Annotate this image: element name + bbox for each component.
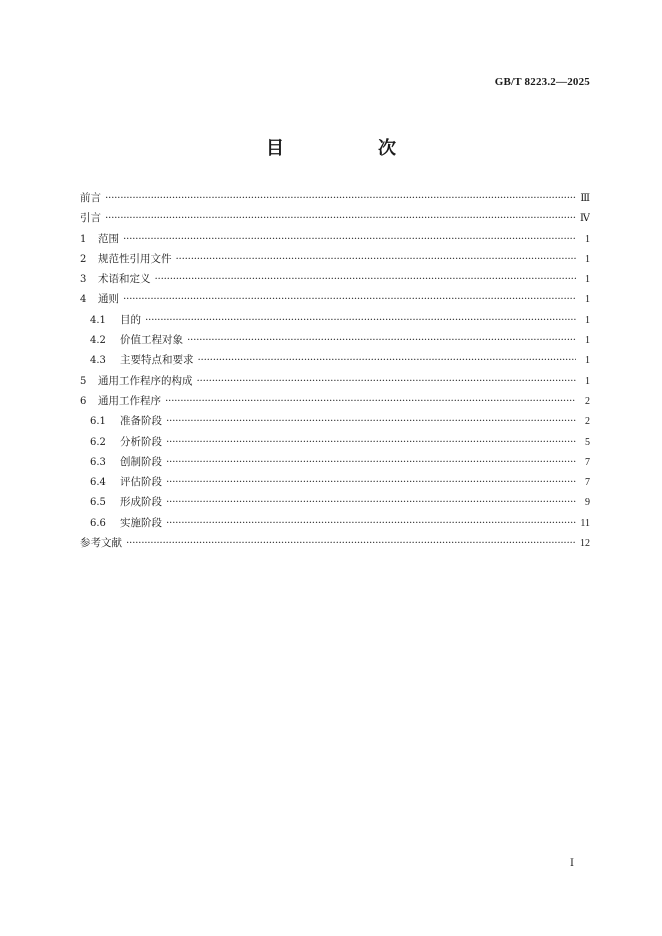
toc-entry[interactable]	[80, 472, 590, 492]
toc-entry-page: 1	[585, 294, 590, 306]
toc-entry[interactable]	[80, 208, 590, 228]
table-of-contents	[80, 188, 590, 553]
toc-leader-dots	[126, 533, 576, 553]
toc-entry-page: 11	[580, 517, 590, 529]
toc-entry[interactable]	[80, 371, 590, 391]
toc-entry[interactable]	[80, 249, 590, 269]
toc-entry-label: 形成阶段	[120, 496, 162, 509]
toc-entry-number: 5	[80, 375, 87, 387]
toc-entry-number: 4	[80, 294, 87, 306]
toc-entry-label: 规范性引用文件	[98, 252, 172, 265]
toc-entry-number: 6.1	[90, 416, 106, 428]
toc-entry-label: 分析阶段	[120, 435, 162, 448]
toc-leader-dots	[176, 249, 577, 269]
toc-entry-number: 6.2	[90, 436, 106, 448]
toc-entry-number: 2	[80, 253, 87, 265]
toc-entry-label: 通用工作程序	[98, 394, 161, 407]
toc-leader-dots	[166, 513, 576, 533]
toc-entry-number: 6.6	[90, 517, 106, 529]
toc-entry-page: 1	[585, 375, 590, 387]
toc-entry[interactable]	[80, 229, 590, 249]
toc-entry-page: 1	[585, 253, 590, 265]
toc-entry[interactable]	[80, 269, 590, 289]
toc-entry-number: 4.3	[90, 355, 106, 367]
toc-entry-label: 创制阶段	[120, 455, 162, 468]
toc-entry-label: 准备阶段	[120, 415, 162, 428]
toc-entry[interactable]	[80, 391, 590, 411]
toc-entry[interactable]	[80, 452, 590, 472]
toc-entry-number: 1	[80, 233, 87, 245]
toc-entry-page: 1	[585, 233, 590, 245]
toc-leader-dots	[166, 411, 576, 431]
toc-entry[interactable]	[80, 492, 590, 512]
toc-entry-page: Ⅳ	[580, 213, 590, 225]
toc-entry-page: 7	[585, 456, 590, 468]
toc-leader-dots	[105, 188, 576, 208]
toc-entry-label: 目的	[120, 313, 141, 326]
standard-code: GB/T 8223.2—2025	[494, 76, 590, 88]
toc-entry-number: 6	[80, 395, 87, 407]
toc-entry-page: 1	[585, 314, 590, 326]
toc-leader-dots	[198, 350, 577, 370]
toc-entry[interactable]	[80, 350, 590, 370]
toc-entry[interactable]	[80, 411, 590, 431]
toc-entry-page: 9	[585, 497, 590, 509]
toc-entry-number: 6.4	[90, 477, 106, 489]
toc-leader-dots	[197, 371, 577, 391]
toc-leader-dots	[166, 432, 576, 452]
toc-entry[interactable]	[80, 310, 590, 330]
toc-leader-dots	[123, 289, 576, 309]
toc-entry-number: 4.2	[90, 335, 106, 347]
toc-entry-page: 12	[580, 538, 590, 550]
toc-entry-number: 3	[80, 274, 87, 286]
toc-leader-dots	[187, 330, 576, 350]
toc-entry-number: 4.1	[90, 314, 106, 326]
toc-entry-page: 2	[585, 416, 590, 428]
toc-entry-page: 1	[585, 355, 590, 367]
toc-leader-dots	[123, 229, 576, 249]
toc-entry-label: 前言	[80, 192, 101, 204]
toc-leader-dots	[166, 452, 576, 472]
toc-entry-page: 5	[585, 436, 590, 448]
toc-entry-label: 评估阶段	[120, 476, 162, 489]
toc-entry-number: 6.5	[90, 497, 106, 509]
toc-entry[interactable]	[80, 533, 590, 553]
toc-entry[interactable]	[80, 432, 590, 452]
toc-entry-page: 2	[585, 395, 590, 407]
toc-entry[interactable]	[80, 330, 590, 350]
toc-leader-dots	[166, 492, 576, 512]
toc-entry-page: 1	[585, 335, 590, 347]
toc-leader-dots	[105, 208, 576, 228]
toc-entry[interactable]	[80, 513, 590, 533]
toc-entry-label: 价值工程对象	[120, 334, 183, 347]
toc-entry-page: Ⅲ	[580, 193, 590, 204]
page-number: Ⅰ	[570, 858, 574, 869]
toc-entry-label: 范围	[98, 232, 119, 245]
toc-entry-label: 主要特点和要求	[120, 354, 194, 367]
toc-entry-label: 引言	[80, 212, 101, 225]
toc-entry-label: 术语和定义	[98, 273, 151, 286]
toc-entry-label: 通则	[98, 293, 119, 306]
toc-entry-number: 6.3	[90, 456, 106, 468]
toc-leader-dots	[145, 310, 576, 330]
toc-entry-page: 7	[585, 477, 590, 489]
toc-entry-label: 实施阶段	[120, 516, 162, 529]
toc-leader-dots	[165, 391, 576, 411]
toc-entry-label: 参考文献	[80, 537, 122, 550]
toc-entry[interactable]	[80, 188, 590, 208]
toc-leader-dots	[166, 472, 576, 492]
toc-entry-label: 通用工作程序的构成	[98, 374, 193, 387]
toc-entry[interactable]	[80, 289, 590, 309]
toc-entry-page: 1	[585, 274, 590, 286]
toc-leader-dots	[155, 269, 577, 289]
page-title: 目 次	[266, 138, 434, 159]
